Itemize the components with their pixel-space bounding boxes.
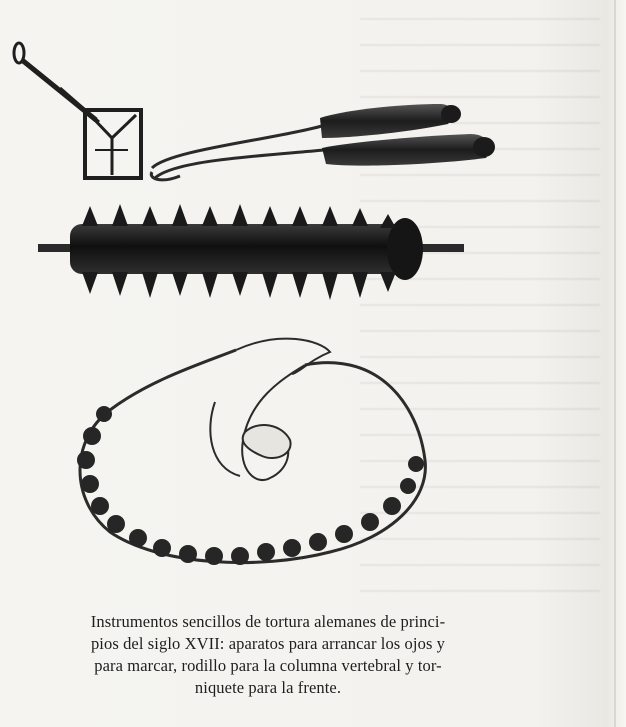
forehead-tourniquet xyxy=(77,339,425,565)
eye-gouging-tools xyxy=(151,104,495,180)
figure-caption xyxy=(28,611,508,699)
spiked-roller xyxy=(38,204,464,300)
caption-line: pios del siglo XVII: aparatos para arrancar los ojos y xyxy=(90,634,446,653)
caption-line: niquete para la frente. xyxy=(194,678,342,697)
caption-line: para marcar, rodillo para la columna vertebral y tor- xyxy=(94,656,442,675)
branding-iron xyxy=(14,43,141,178)
caption-line: Instrumentos sencillos de tortura alemanes de princi- xyxy=(90,612,446,631)
